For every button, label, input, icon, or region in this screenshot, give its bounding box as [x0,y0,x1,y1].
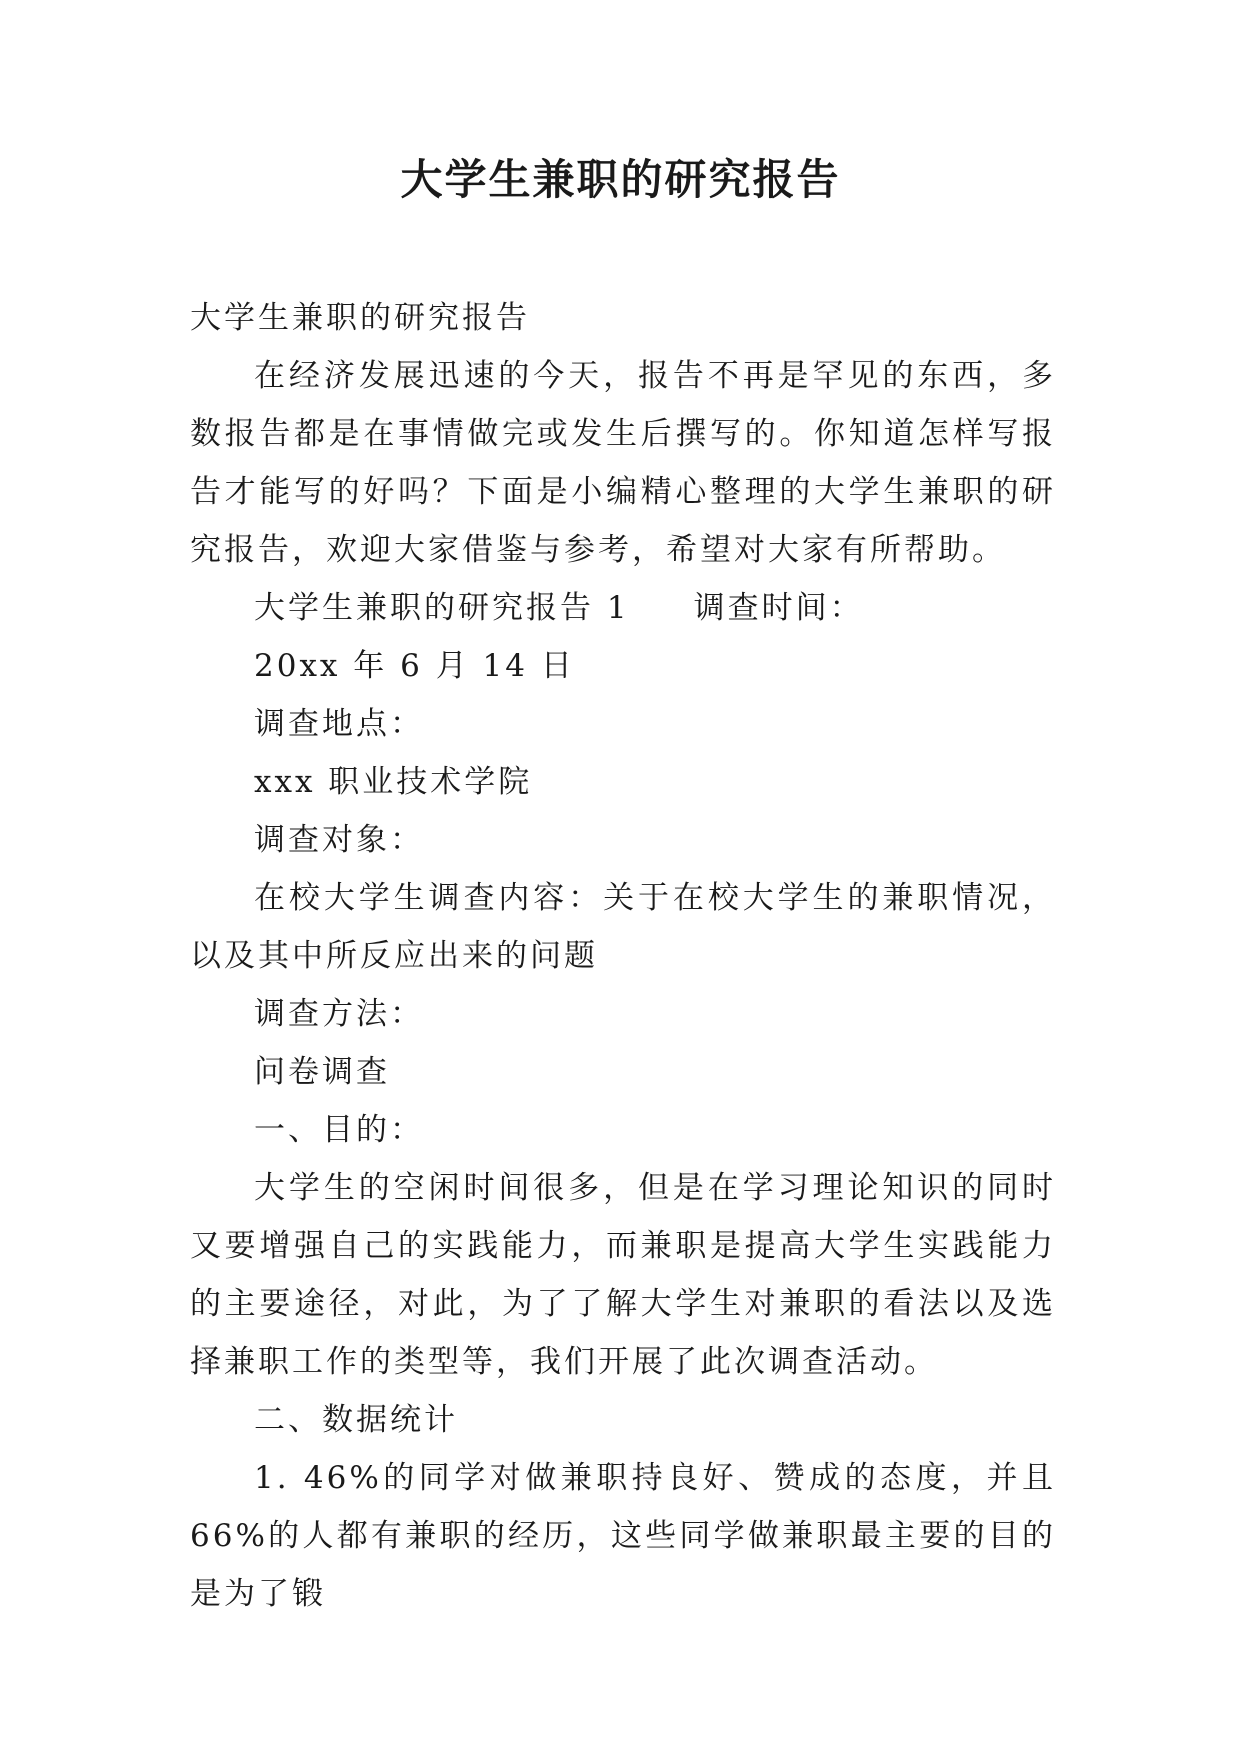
paragraph-heading: 大学生兼职的研究报告 [190,300,530,336]
report-1-label: 大学生兼职的研究报告 1 [254,590,630,626]
paragraph-survey-subject-label: 调查对象： [254,822,424,858]
paragraph-report-1 [190,579,1056,637]
paragraph-survey-method-label: 调查方法： [254,996,424,1032]
document-title: 大学生兼职的研究报告 [400,155,841,204]
paragraph-survey-location: xxx 职业技术学院 [254,764,533,800]
paragraph-survey-location-label: 调查地点： [254,706,424,742]
paragraph-purpose-body: 大学生的空闲时间很多，但是在学习理论知识的同时又要增强自己的实践能力，而兼职是提高大学生实践能力的主要途径，对此，为了了解大学生对兼职的看法以及选择兼职工作的类型等，我们开展了此次调查活动。 [190,1170,1056,1380]
survey-time-label: 调查时间： [693,590,864,626]
paragraph-survey-method: 问卷调查 [254,1054,390,1090]
paragraph-statistics-body: 1. 46%的同学对做兼职持良好、赞成的态度，并且 66%的人都有兼职的经历，这些同学做兼职最主要的目的是为了锻 [190,1460,1056,1612]
document-body [190,289,1056,1623]
paragraph-survey-content: 在校大学生调查内容：关于在校大学生的兼职情况，以及其中所反应出来的问题 [190,880,1056,974]
paragraph-section-statistics: 二、数据统计 [254,1402,458,1438]
paragraph-intro: 在经济发展迅速的今天，报告不再是罕见的东西，多数报告都是在事情做完或发生后撰写的。你知道怎样写报告才能写的好吗？下面是小编精心整理的大学生兼职的研究报告，欢迎大家借鉴与参考，希望对大家有所帮助。 [190,358,1056,568]
paragraph-survey-date: 20xx 年 6 月 14 日 [254,648,575,684]
paragraph-section-purpose: 一、目的： [254,1112,424,1148]
